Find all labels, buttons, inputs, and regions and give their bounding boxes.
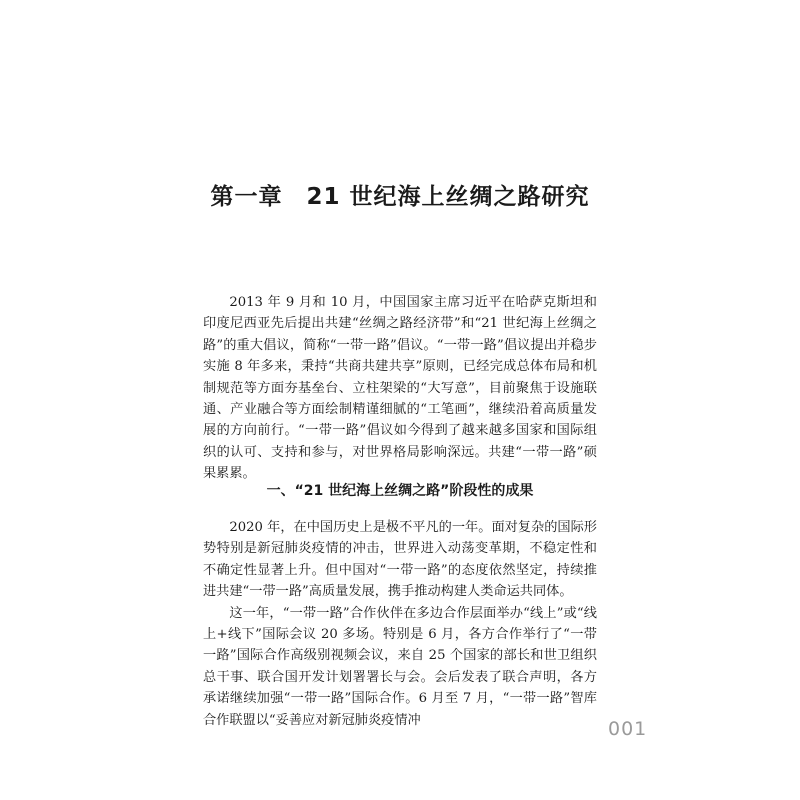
- intro-text-block: [203, 292, 597, 485]
- page-number: 001: [608, 718, 648, 740]
- intro-paragraph: 2013 年 9 月和 10 月，中国国家主席习近平在哈萨克斯坦和印度尼西亚先后提出共建“丝绸之路经济带”和“21 世纪海上丝绸之路”的重大倡议，简称“一带一路”倡议。“一带一路”倡议提出并稳步实施 8 年多来，秉持“共商共建共享”原则，已经完成总体布局和机制规范等方面夯基垒台、立柱架梁的“大写意”，目前聚焦于设施联通、产业融合等方面绘制精谨细腻的“工笔画”，继续沿着高质量发展的方向前行。“一带一路”倡议如今得到了越来越多国家和国际组织的认可、支持和参与，对世界格局影响深远。共建“一带一路”硕果累累。: [203, 295, 597, 482]
- section-paragraph: 2020 年，在中国历史上是极不平凡的一年。面对复杂的国际形势特别是新冠肺炎疫情的冲击，世界进入动荡变革期，不稳定性和不确定性显著上升。但中国对“一带一路”的态度依然坚定，持续推进共建“一带一路”高质量发展，携手推动构建人类命运共同体。: [203, 520, 597, 600]
- chapter-title: 第一章 21 世纪海上丝绸之路研究: [210, 184, 590, 210]
- section-paragraph: 这一年，“一带一路”合作伙伴在多边合作层面举办“线上”或“线上+线下”国际会议 20 多场。特别是 6 月，各方合作举行了“一带一路”国际合作高级别视频会议，来自 25 个国家的部长和世卫组织总干事、联合国开发计划署署长与会。会后发表了联合声明，各方承诺继续加强“一带一路”国际合作。6 月至 7 月，“一带一路”智库合作联盟以“妥善应对新冠肺炎疫情冲: [203, 605, 597, 728]
- section-heading: 一、“21 世纪海上丝绸之路”阶段性的成果: [266, 483, 534, 499]
- section-text-block: [203, 517, 597, 731]
